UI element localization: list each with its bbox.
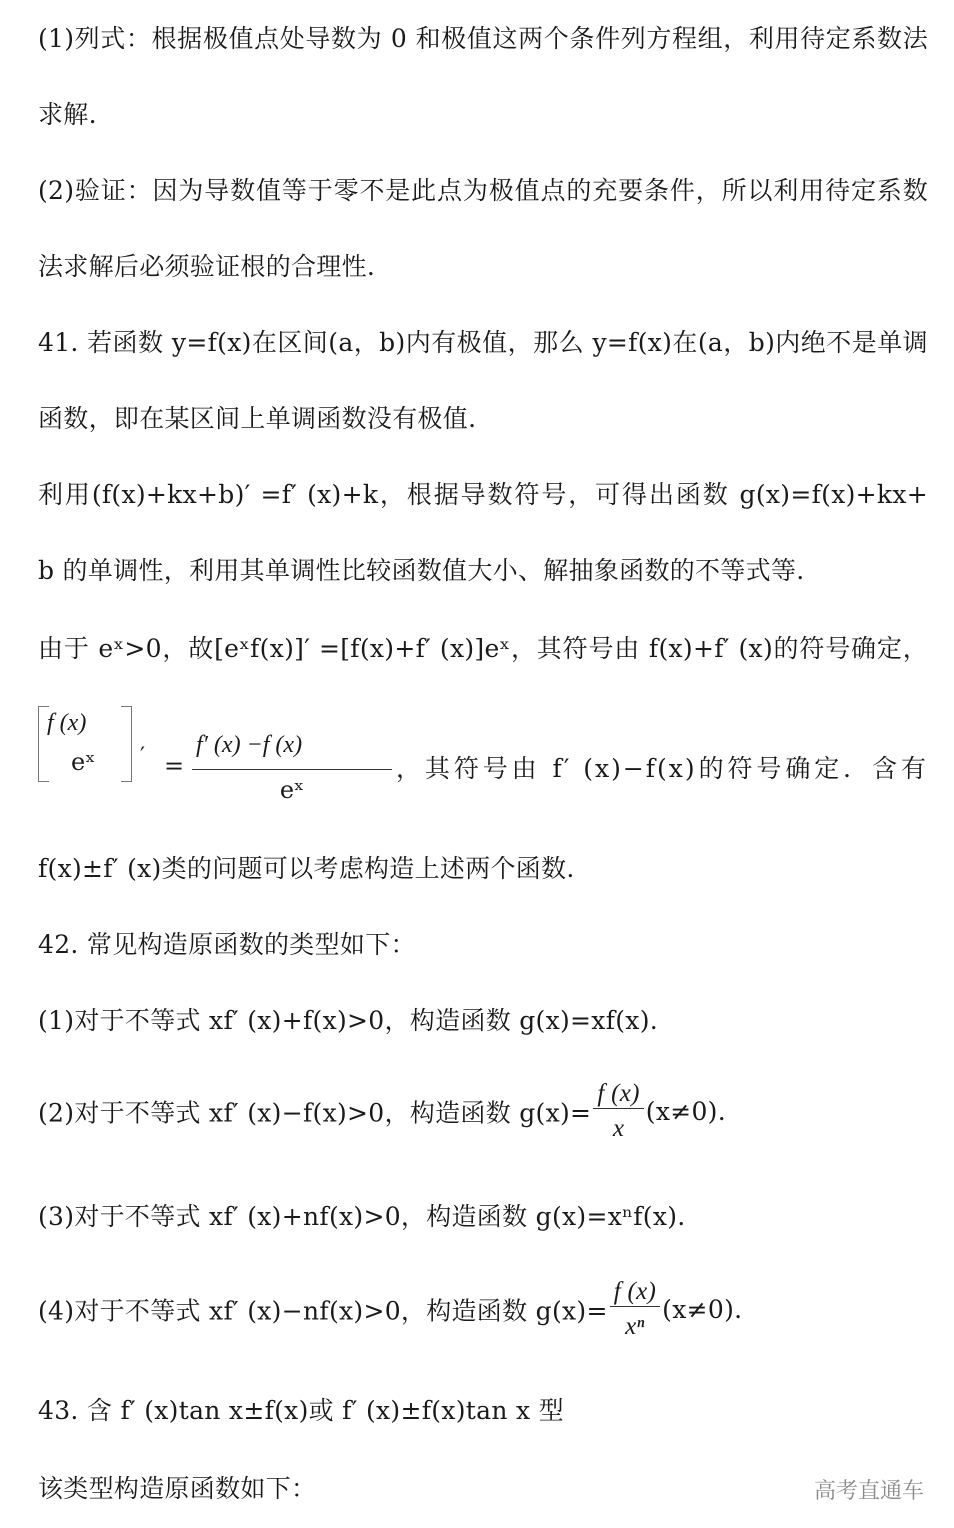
fraction-denominator: x [593, 1108, 643, 1143]
paragraph-line: (1)列式：根据极值点处导数为 0 和极值这两个条件列方程组，利用待定系数法 [38, 24, 928, 53]
item-suffix: (x≠0). [662, 1295, 743, 1324]
fraction-numerator: f (x) [597, 1080, 640, 1107]
prime-symbol: ′ [140, 744, 145, 769]
fraction-denominator: xⁿ [610, 1306, 660, 1341]
item-41-heading: 41. 若函数 y=f(x)在区间(a，b)内有极值，那么 y=f(x)在(a，b)内绝不是单调 [38, 328, 928, 357]
fraction [610, 1278, 660, 1341]
item-43-heading: 43. 含 f′ (x)tan x±f(x)或 f′ (x)±f(x)tan x 型 [38, 1396, 564, 1425]
construct-item-4 [38, 1278, 928, 1341]
paragraph-line: b 的单调性，利用其单调性比较函数值大小、解抽象函数的不等式等. [38, 556, 805, 585]
item-prefix: (4)对于不等式 xf′ (x)−nf(x)>0，构造函数 g(x)= [38, 1296, 608, 1326]
construct-item-2 [38, 1080, 928, 1143]
bracket-expression [38, 706, 132, 782]
paragraph-line: f(x)±f′ (x)类的问题可以考虑构造上述两个函数. [38, 854, 575, 883]
fraction-numerator: f′ (x) −f (x) [192, 732, 392, 770]
paragraph-line: 该类型构造原函数如下： [38, 1474, 317, 1503]
construct-item-1: (1)对于不等式 xf′ (x)+f(x)>0，构造函数 g(x)=xf(x). [38, 1006, 659, 1035]
construct-item-3: (3)对于不等式 xf′ (x)+nf(x)>0，构造函数 g(x)=xⁿf(x). [38, 1202, 686, 1231]
paragraph-line: 函数，即在某区间上单调函数没有极值. [38, 404, 477, 433]
paragraph-line: 利用(f(x)+kx+b)′ =f′ (x)+k，根据导数符号，可得出函数 g(x)=f(x)+kx+ [38, 480, 928, 509]
item-suffix: (x≠0). [645, 1097, 726, 1126]
fraction-denominator: eˣ [279, 776, 305, 804]
derivative-fraction [192, 732, 392, 804]
item-prefix: (2)对于不等式 xf′ (x)−f(x)>0，构造函数 g(x)= [38, 1098, 592, 1128]
paragraph-line: 由于 eˣ>0，故[eˣf(x)]′ =[f(x)+f′ (x)]eˣ，其符号由 f(x)+f′ (x)的符号确定， [38, 634, 928, 663]
fraction-numerator: f (x) [613, 1278, 657, 1305]
bracket-numerator: f (x) [47, 710, 87, 736]
paragraph-line: 法求解后必须验证根的合理性. [38, 252, 376, 281]
bracket-denominator: eˣ [71, 748, 96, 776]
item-42-heading: 42. 常见构造原函数的类型如下： [38, 930, 416, 959]
formula-tail-text: ，其符号由 f′ (x)−f(x)的符号确定．含有 [396, 754, 928, 783]
paragraph-line: (2)验证：因为导数值等于零不是此点为极值点的充要条件，所以利用待定系数 [38, 176, 928, 205]
fraction [593, 1080, 643, 1143]
watermark: 高考直通车 [813, 1479, 924, 1504]
equals-sign: = [164, 752, 185, 780]
paragraph-line: 求解. [38, 100, 97, 129]
